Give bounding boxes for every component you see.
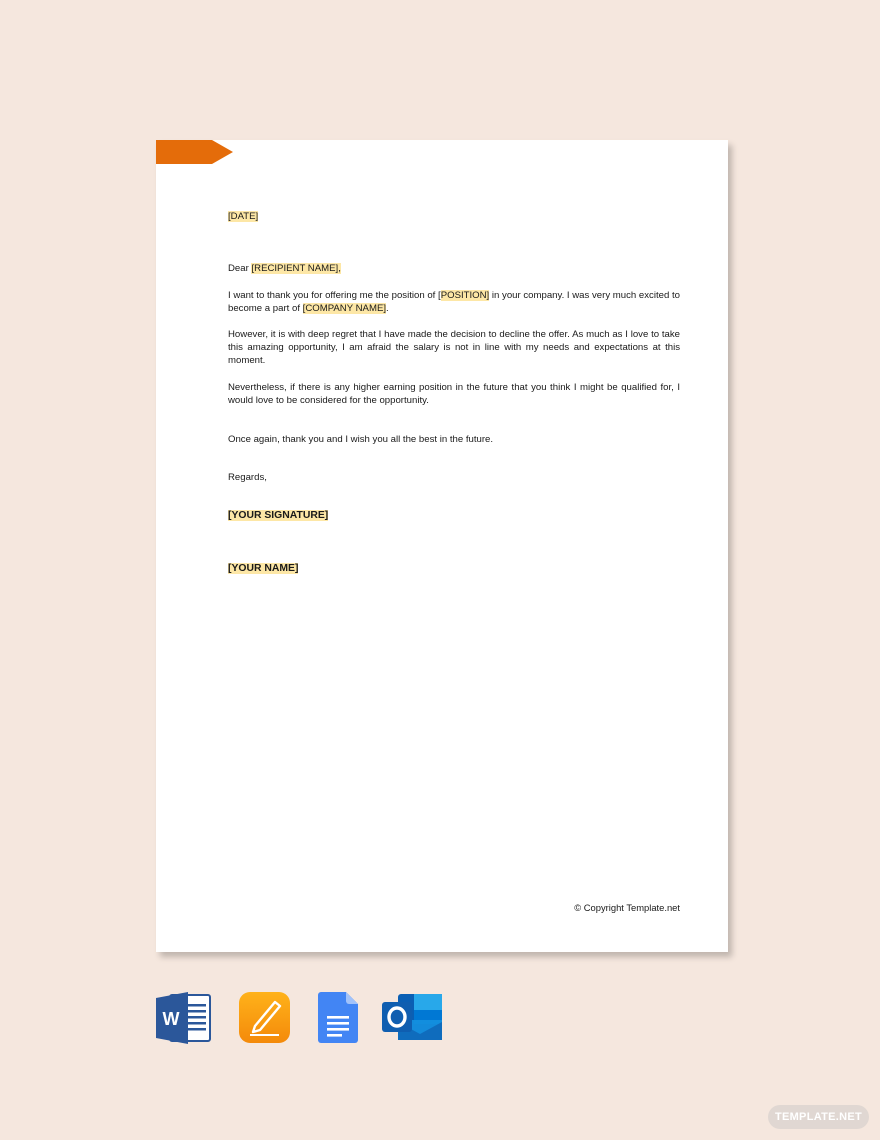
paragraph-1 (228, 289, 680, 315)
greeting (228, 262, 680, 275)
name-placeholder: [YOUR NAME] (228, 563, 299, 574)
word-icon[interactable] (156, 992, 212, 1044)
greeting-prefix: Dear (228, 263, 249, 274)
template-net-badge[interactable]: TEMPLATE.NET (768, 1105, 869, 1129)
outlook-icon[interactable] (382, 992, 444, 1044)
paragraph-1-text-a: I want to thank you for offering me the position of (228, 290, 439, 301)
recipient-placeholder: [RECIPIENT NAME], (251, 263, 341, 274)
date-line (228, 210, 680, 223)
letter-page (156, 140, 728, 952)
pages-icon[interactable] (239, 992, 291, 1044)
paragraph-4: Once again, thank you and I wish you all the best in the future. (228, 434, 494, 445)
company-placeholder: [COMPANY NAME] (302, 303, 387, 314)
position-bracket: [ (438, 290, 441, 301)
paragraph-1-text-c: . (386, 303, 389, 314)
google-docs-icon[interactable] (318, 992, 360, 1044)
name-line (228, 562, 680, 575)
position-placeholder: POSITION] (440, 290, 490, 301)
signature-placeholder: [YOUR SIGNATURE] (228, 510, 329, 521)
date-placeholder: [DATE] (228, 211, 259, 222)
copyright-text: © Copyright Template.net (574, 902, 680, 913)
paragraph-3: Nevertheless, if there is any higher earning position in the future that you think I might be qualified for, I would love to be considered for the opportunity. (228, 382, 680, 406)
paragraph-1-text-b: in your company. I was very much excited to become a part of (228, 290, 680, 314)
closing: Regards, (228, 472, 267, 483)
orange-ribbon (156, 140, 233, 164)
signature-line (228, 509, 680, 522)
svg-text:W: W (162, 1009, 180, 1029)
paragraph-2: However, it is with deep regret that I have made the decision to decline the offer. As much as I love to take this amazing opportunity, I am afraid the salary is not in line with my needs and expectations at this moment. (228, 329, 680, 366)
format-icons (156, 992, 456, 1046)
